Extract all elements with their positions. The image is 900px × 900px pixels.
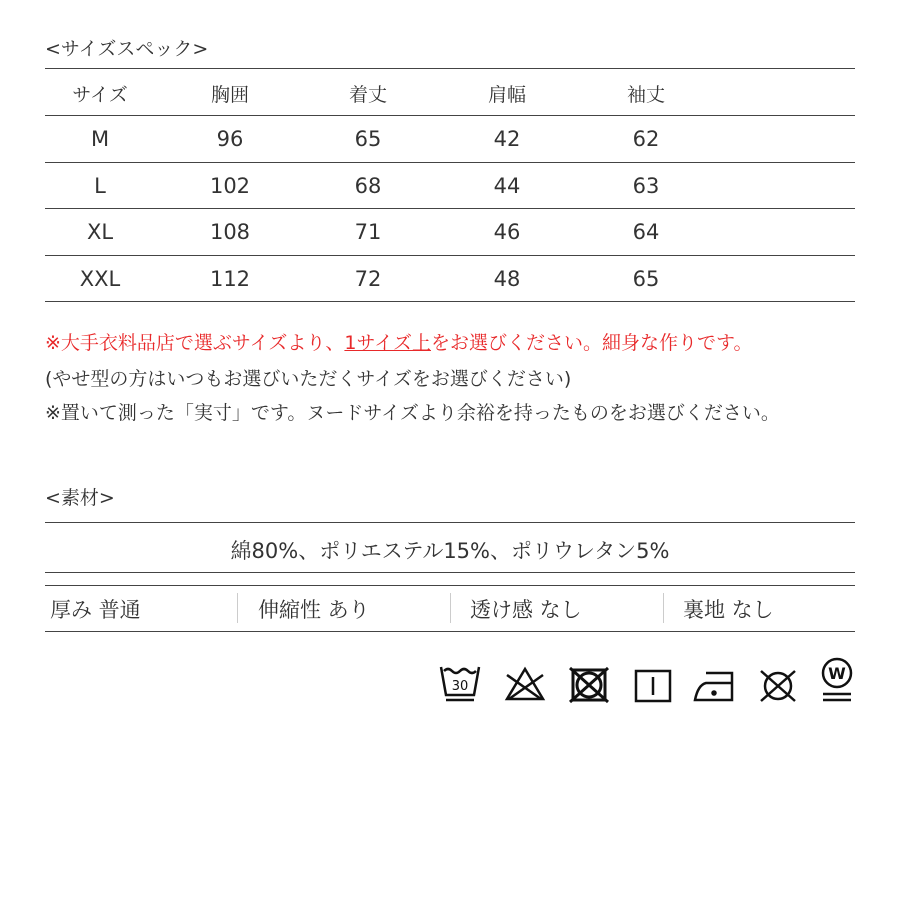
attr-sheerness: 透け感 なし [470, 598, 582, 622]
divider [450, 593, 451, 623]
divider [45, 631, 855, 632]
table-cell: 112 [209, 267, 251, 291]
table-cell: 42 [493, 127, 521, 151]
table-cell: XXL [79, 267, 121, 291]
table-cell: M [90, 127, 110, 151]
line-dry-icon [631, 655, 675, 705]
attr-lining: 裏地 なし [683, 598, 774, 622]
divider [45, 522, 855, 523]
svg-text:W: W [828, 664, 846, 683]
divider [45, 162, 855, 163]
divider [45, 208, 855, 209]
note-text: ※大手衣料品店で選ぶサイズより、 [45, 332, 345, 354]
table-cell: 62 [632, 127, 660, 151]
note-line-1 [45, 328, 752, 355]
table-cell: 71 [354, 220, 382, 244]
no-tumble-dry-icon [567, 655, 611, 705]
table-cell: 44 [493, 174, 521, 198]
material-title: <素材> [45, 487, 115, 509]
table-header-cell: 着丈 [348, 84, 387, 106]
table-header-cell: サイズ [72, 84, 128, 106]
divider [45, 255, 855, 256]
table-cell: 65 [632, 267, 660, 291]
table-cell: 102 [209, 174, 251, 198]
note-line-3: ※置いて測った「実寸」です。ヌードサイズより余裕を持ったものをお選びください。 [45, 402, 780, 424]
divider [45, 301, 855, 302]
note-line-2: (やせ型の方はいつもお選びいただくサイズをお選びください) [45, 368, 572, 390]
iron-low-icon [692, 655, 736, 705]
table-cell: L [94, 174, 106, 198]
note-emphasis: 1サイズ上 [344, 332, 431, 354]
table-cell: 46 [493, 220, 521, 244]
table-cell: 72 [354, 267, 382, 291]
table-cell: 68 [354, 174, 382, 198]
table-header-cell: 胸囲 [210, 84, 249, 106]
table-cell: 63 [632, 174, 660, 198]
table-header-cell: 袖丈 [626, 84, 665, 106]
note-text: をお選びください。細身な作りです。 [430, 332, 753, 354]
divider [45, 585, 855, 586]
attr-thickness: 厚み 普通 [50, 598, 141, 622]
divider [45, 115, 855, 116]
wash-30-icon [438, 655, 482, 705]
divider [45, 68, 855, 69]
divider [45, 572, 855, 573]
material-composition: 綿80%、ポリエステル15%、ポリウレタン5% [230, 539, 670, 563]
table-header-cell: 肩幅 [487, 84, 526, 106]
no-bleach-icon [503, 655, 547, 705]
attr-stretch: 伸縮性 あり [258, 598, 370, 622]
table-cell: XL [86, 220, 114, 244]
divider [663, 593, 664, 623]
table-cell: 64 [632, 220, 660, 244]
svg-text:30: 30 [451, 679, 469, 694]
divider [237, 593, 238, 623]
table-cell: 48 [493, 267, 521, 291]
wet-clean-icon [815, 655, 859, 705]
table-cell: 108 [209, 220, 251, 244]
size-spec-title: <サイズスペック> [45, 38, 209, 60]
table-cell: 65 [354, 127, 382, 151]
no-dryclean-icon [756, 655, 800, 705]
table-cell: 96 [216, 127, 244, 151]
